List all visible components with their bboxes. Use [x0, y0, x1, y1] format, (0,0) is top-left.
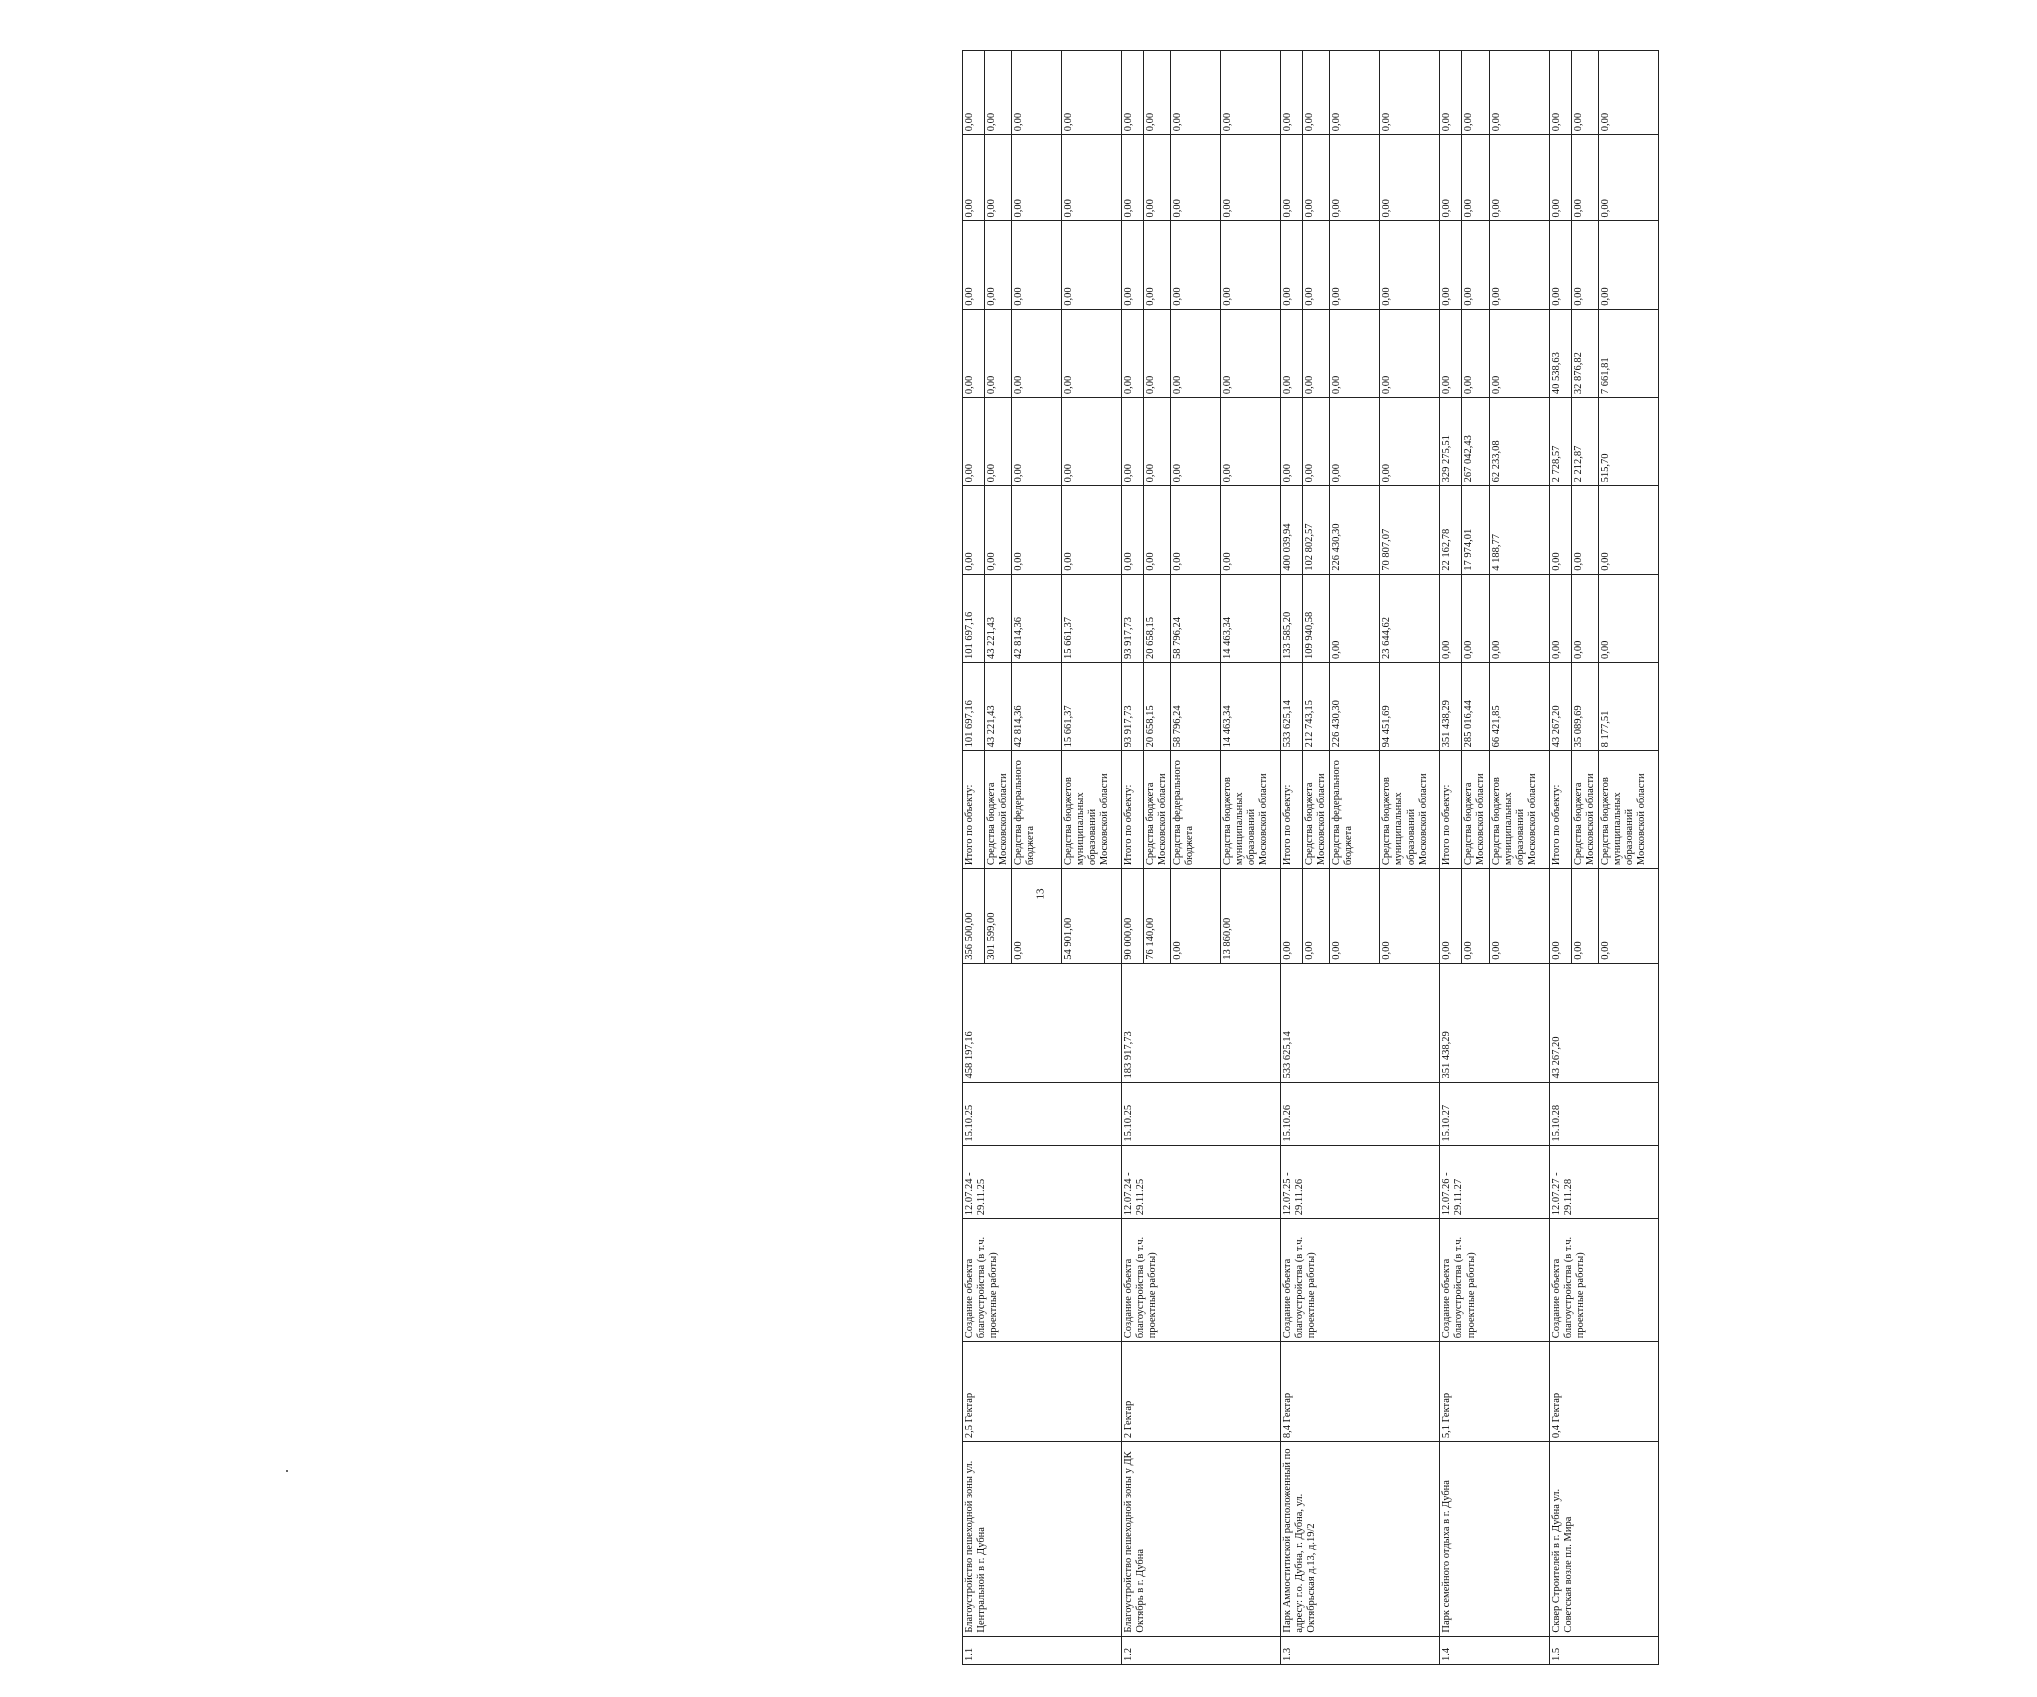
funding-value: 329 275,51: [1440, 398, 1462, 486]
table-row: [963, 51, 985, 1665]
work-dates: 12.07.27 - 29.11.28: [1549, 1145, 1658, 1219]
funding-value: 70 807,07: [1380, 486, 1440, 574]
funding-value: 0,00: [1440, 309, 1462, 397]
funding-value: 0,00: [1171, 486, 1221, 574]
paid-amount: 301 599,00: [985, 869, 1012, 964]
funding-source: Средства федерального бюджета: [1330, 751, 1380, 869]
work-type: Создание объекта благоустройства (в т.ч. проектные работы): [1122, 1219, 1281, 1342]
funding-value: 32 876,82: [1571, 309, 1598, 397]
funding-value: 35 089,69: [1571, 663, 1598, 751]
funding-value: 0,00: [1221, 51, 1281, 135]
paid-amount: 0,00: [1281, 869, 1303, 964]
funding-value: 0,00: [1440, 135, 1462, 221]
funding-value: 93 917,73: [1122, 663, 1144, 751]
funding-value: 0,00: [1281, 51, 1303, 135]
funding-value: 0,00: [1380, 221, 1440, 309]
object-name: Парк Аммоститиской расположенный по адресу: г.о. Дубна, г. Дубна, ул. Октябрьская д.13, д.19/2: [1281, 1442, 1440, 1637]
paid-amount: 54 901,00: [1062, 869, 1122, 964]
table-row: [1549, 51, 1571, 1665]
funding-value: 0,00: [1330, 398, 1380, 486]
funding-value: 66 421,85: [1489, 663, 1549, 751]
object-name: Благоустройство пешеходной зоны ул. Центральной в г. Дубна: [963, 1442, 1122, 1637]
funding-value: 0,00: [985, 486, 1012, 574]
object-capacity: 0,4 Гектар: [1549, 1342, 1658, 1442]
funding-value: 0,00: [1122, 135, 1144, 221]
funding-value: 226 430,30: [1330, 663, 1380, 751]
funding-value: 0,00: [1303, 135, 1330, 221]
funding-source: Средства бюджетов муниципальных образований Московской области: [1598, 751, 1658, 869]
funding-value: 0,00: [1122, 486, 1144, 574]
funding-value: 0,00: [1462, 221, 1489, 309]
funding-value: 0,00: [1062, 486, 1122, 574]
funding-value: 0,00: [1440, 574, 1462, 662]
funding-value: 0,00: [1571, 486, 1598, 574]
funding-value: 0,00: [1012, 221, 1062, 309]
funding-source: Итого по объекту:: [1281, 751, 1303, 869]
funding-value: 0,00: [1571, 221, 1598, 309]
funding-value: 0,00: [1489, 221, 1549, 309]
funding-value: 40 538,63: [1549, 309, 1571, 397]
funding-value: 0,00: [985, 398, 1012, 486]
funding-value: 43 221,43: [985, 574, 1012, 662]
funding-value: 0,00: [1122, 221, 1144, 309]
funding-value: 0,00: [1571, 135, 1598, 221]
total-cost: 183 917,73: [1122, 963, 1281, 1082]
object-capacity: 2,5 Гектар: [963, 1342, 1122, 1442]
funding-value: 0,00: [1549, 221, 1571, 309]
funding-value: 23 644,62: [1380, 574, 1440, 662]
objects-table: [962, 50, 1659, 1665]
paid-amount: 356 500,00: [963, 869, 985, 964]
paid-amount: 0,00: [1598, 869, 1658, 964]
funding-value: 0,00: [1380, 135, 1440, 221]
funding-value: 2 728,57: [1549, 398, 1571, 486]
funding-value: 0,00: [1303, 51, 1330, 135]
work-dates: 12.07.24 - 29.11.25: [963, 1145, 1122, 1219]
total-cost: 458 197,16: [963, 963, 1122, 1082]
funding-value: 0,00: [1144, 221, 1171, 309]
funding-source: Средства бюджетов муниципальных образований Московской области: [1221, 751, 1281, 869]
funding-value: 0,00: [1571, 574, 1598, 662]
funding-value: 400 039,94: [1281, 486, 1303, 574]
funding-value: 0,00: [1122, 51, 1144, 135]
funding-value: 0,00: [1122, 309, 1144, 397]
funding-value: 0,00: [1489, 574, 1549, 662]
funding-value: 0,00: [1598, 135, 1658, 221]
funding-value: 101 697,16: [963, 574, 985, 662]
funding-source: Средства бюджета Московской области: [1303, 751, 1330, 869]
funding-value: 0,00: [1221, 221, 1281, 309]
funding-value: 515,70: [1598, 398, 1658, 486]
total-cost: 43 267,20: [1549, 963, 1658, 1082]
funding-value: 0,00: [1144, 398, 1171, 486]
row-number: 1.3: [1281, 1636, 1440, 1664]
funding-value: 0,00: [1489, 51, 1549, 135]
work-type: Создание объекта благоустройства (в т.ч. проектные работы): [963, 1219, 1122, 1342]
row-number: 1.5: [1549, 1636, 1658, 1664]
funding-value: 7 661,81: [1598, 309, 1658, 397]
row-number: 1.2: [1122, 1636, 1281, 1664]
funding-value: 0,00: [1171, 309, 1221, 397]
funding-value: 0,00: [985, 51, 1012, 135]
funding-value: 0,00: [985, 221, 1012, 309]
row-number: 1.4: [1440, 1636, 1549, 1664]
funding-value: 0,00: [1440, 221, 1462, 309]
funding-value: 0,00: [1144, 309, 1171, 397]
funding-value: 0,00: [1598, 486, 1658, 574]
funding-value: 0,00: [985, 309, 1012, 397]
opening-date: 15.10.25: [1122, 1082, 1281, 1145]
funding-value: 93 917,73: [1122, 574, 1144, 662]
funding-value: 0,00: [1062, 398, 1122, 486]
funding-value: 0,00: [1062, 309, 1122, 397]
table-body: [963, 51, 1659, 1665]
funding-value: 0,00: [1281, 398, 1303, 486]
paid-amount: 0,00: [1330, 869, 1380, 964]
paid-amount: 0,00: [1012, 869, 1062, 964]
opening-date: 15.10.27: [1440, 1082, 1549, 1145]
funding-source: Итого по объекту:: [963, 751, 985, 869]
funding-value: 0,00: [1380, 398, 1440, 486]
object-name: Парк семейного отдыха в г. Дубна: [1440, 1442, 1549, 1637]
funding-value: 15 661,37: [1062, 574, 1122, 662]
funding-source: Средства бюджетов муниципальных образований Московской области: [1062, 751, 1122, 869]
funding-value: 0,00: [1122, 398, 1144, 486]
funding-value: 0,00: [1462, 135, 1489, 221]
funding-value: 17 974,01: [1462, 486, 1489, 574]
funding-value: 0,00: [1012, 398, 1062, 486]
paid-amount: 0,00: [1380, 869, 1440, 964]
object-capacity: 8,4 Гектар: [1281, 1342, 1440, 1442]
funding-value: 0,00: [1144, 486, 1171, 574]
funding-source: Средства бюджета Московской области: [1571, 751, 1598, 869]
funding-value: 0,00: [1440, 51, 1462, 135]
funding-value: 58 796,24: [1171, 663, 1221, 751]
funding-value: 14 463,34: [1221, 574, 1281, 662]
funding-value: 0,00: [1303, 398, 1330, 486]
paid-amount: 0,00: [1571, 869, 1598, 964]
funding-value: 0,00: [963, 135, 985, 221]
funding-value: 0,00: [1549, 51, 1571, 135]
funding-value: 43 267,20: [1549, 663, 1571, 751]
funding-value: 0,00: [1144, 51, 1171, 135]
funding-value: 0,00: [963, 309, 985, 397]
object-capacity: 5,1 Гектар: [1440, 1342, 1549, 1442]
funding-value: 0,00: [1281, 221, 1303, 309]
funding-value: 0,00: [1171, 135, 1221, 221]
funding-value: 0,00: [1062, 51, 1122, 135]
funding-value: 0,00: [1303, 309, 1330, 397]
paid-amount: 0,00: [1440, 869, 1462, 964]
paid-amount: 13 860,00: [1221, 869, 1281, 964]
table-row: [1281, 51, 1303, 1665]
funding-source: Итого по объекту:: [1122, 751, 1144, 869]
funding-value: 42 814,36: [1012, 574, 1062, 662]
funding-source: Средства федерального бюджета: [1012, 751, 1062, 869]
paid-amount: 0,00: [1171, 869, 1221, 964]
funding-value: 62 233,08: [1489, 398, 1549, 486]
funding-source: Итого по объекту:: [1549, 751, 1571, 869]
funding-value: 43 221,43: [985, 663, 1012, 751]
funding-value: 102 802,57: [1303, 486, 1330, 574]
work-dates: 12.07.24 - 29.11.25: [1122, 1145, 1281, 1219]
funding-value: 0,00: [1330, 51, 1380, 135]
funding-value: 0,00: [1489, 309, 1549, 397]
funding-value: 22 162,78: [1440, 486, 1462, 574]
funding-value: 94 451,69: [1380, 663, 1440, 751]
funding-value: 109 940,58: [1303, 574, 1330, 662]
funding-value: 226 430,30: [1330, 486, 1380, 574]
funding-value: 0,00: [1281, 309, 1303, 397]
funding-value: 0,00: [1144, 135, 1171, 221]
funding-value: 0,00: [1549, 574, 1571, 662]
funding-value: 0,00: [1062, 135, 1122, 221]
funding-value: 20 658,15: [1144, 663, 1171, 751]
work-type: Создание объекта благоустройства (в т.ч. проектные работы): [1281, 1219, 1440, 1342]
total-cost: 351 438,29: [1440, 963, 1549, 1082]
opening-date: 15.10.25: [963, 1082, 1122, 1145]
funding-value: 0,00: [1462, 51, 1489, 135]
table-row: [1440, 51, 1462, 1665]
work-type: Создание объекта благоустройства (в т.ч. проектные работы): [1549, 1219, 1658, 1342]
object-name: Сквер Строителей в г. Дубна ул. Советская возле пл. Мира: [1549, 1442, 1658, 1637]
funding-value: 0,00: [1549, 486, 1571, 574]
funding-value: 0,00: [1012, 135, 1062, 221]
paid-amount: 0,00: [1303, 869, 1330, 964]
rotated-table-wrapper: [962, 50, 2037, 1665]
paid-amount: 0,00: [1462, 869, 1489, 964]
funding-value: 0,00: [1571, 51, 1598, 135]
funding-value: 0,00: [1380, 51, 1440, 135]
funding-value: 0,00: [1171, 51, 1221, 135]
funding-value: 0,00: [963, 221, 985, 309]
funding-value: 0,00: [1598, 221, 1658, 309]
funding-value: 101 697,16: [963, 663, 985, 751]
funding-value: 58 796,24: [1171, 574, 1221, 662]
funding-value: 0,00: [1330, 221, 1380, 309]
page-number: 13: [1034, 888, 1047, 900]
funding-value: 0,00: [1462, 574, 1489, 662]
funding-value: 0,00: [1221, 135, 1281, 221]
funding-value: 0,00: [963, 398, 985, 486]
funding-value: 0,00: [1062, 221, 1122, 309]
row-number: 1.1: [963, 1636, 1122, 1664]
funding-value: 212 743,15: [1303, 663, 1330, 751]
funding-source: Средства бюджета Московской области: [985, 751, 1012, 869]
funding-value: 0,00: [1303, 221, 1330, 309]
funding-value: 0,00: [1221, 309, 1281, 397]
funding-value: 2 212,87: [1571, 398, 1598, 486]
funding-value: 0,00: [1171, 398, 1221, 486]
funding-value: 0,00: [1330, 574, 1380, 662]
total-cost: 533 625,14: [1281, 963, 1440, 1082]
funding-value: 42 814,36: [1012, 663, 1062, 751]
funding-value: 0,00: [1221, 398, 1281, 486]
funding-value: 0,00: [1221, 486, 1281, 574]
funding-source: Средства бюджетов муниципальных образований Московской области: [1380, 751, 1440, 869]
work-dates: 12.07.25 - 29.11.26: [1281, 1145, 1440, 1219]
funding-value: 14 463,34: [1221, 663, 1281, 751]
funding-value: 0,00: [1549, 135, 1571, 221]
table-row: [1122, 51, 1144, 1665]
funding-value: 15 661,37: [1062, 663, 1122, 751]
funding-value: 0,00: [1330, 135, 1380, 221]
funding-value: 0,00: [1171, 221, 1221, 309]
funding-value: 0,00: [963, 486, 985, 574]
work-type: Создание объекта благоустройства (в т.ч. проектные работы): [1440, 1219, 1549, 1342]
opening-date: 15.10.26: [1281, 1082, 1440, 1145]
funding-value: 0,00: [1012, 486, 1062, 574]
funding-value: 0,00: [1598, 574, 1658, 662]
work-dates: 12.07.26 - 29.11.27: [1440, 1145, 1549, 1219]
paid-amount: 0,00: [1549, 869, 1571, 964]
funding-value: 20 658,15: [1144, 574, 1171, 662]
funding-value: 8 177,51: [1598, 663, 1658, 751]
funding-value: 0,00: [963, 51, 985, 135]
object-capacity: 2 Гектар: [1122, 1342, 1281, 1442]
funding-value: 0,00: [1012, 51, 1062, 135]
funding-value: 4 188,77: [1489, 486, 1549, 574]
funding-value: 0,00: [1380, 309, 1440, 397]
funding-value: 533 625,14: [1281, 663, 1303, 751]
funding-value: 267 042,43: [1462, 398, 1489, 486]
paid-amount: 0,00: [1489, 869, 1549, 964]
paid-amount: 90 000,00: [1122, 869, 1144, 964]
funding-source: Средства федерального бюджета: [1171, 751, 1221, 869]
funding-value: 133 585,20: [1281, 574, 1303, 662]
funding-value: 351 438,29: [1440, 663, 1462, 751]
scan-speck: [286, 1470, 288, 1472]
object-name: Благоустройство пешеходной зоны у ДК Октябрь в г. Дубна: [1122, 1442, 1281, 1637]
funding-source: Средства бюджетов муниципальных образований Московской области: [1489, 751, 1549, 869]
funding-value: 0,00: [1489, 135, 1549, 221]
opening-date: 15.10.28: [1549, 1082, 1658, 1145]
funding-source: Итого по объекту:: [1440, 751, 1462, 869]
funding-value: 0,00: [1012, 309, 1062, 397]
funding-value: 0,00: [1462, 309, 1489, 397]
funding-value: 0,00: [1330, 309, 1380, 397]
funding-source: Средства бюджета Московской области: [1144, 751, 1171, 869]
funding-value: 0,00: [1281, 135, 1303, 221]
funding-source: Средства бюджета Московской области: [1462, 751, 1489, 869]
funding-value: 285 016,44: [1462, 663, 1489, 751]
paid-amount: 76 140,00: [1144, 869, 1171, 964]
funding-value: 0,00: [1598, 51, 1658, 135]
funding-value: 0,00: [985, 135, 1012, 221]
